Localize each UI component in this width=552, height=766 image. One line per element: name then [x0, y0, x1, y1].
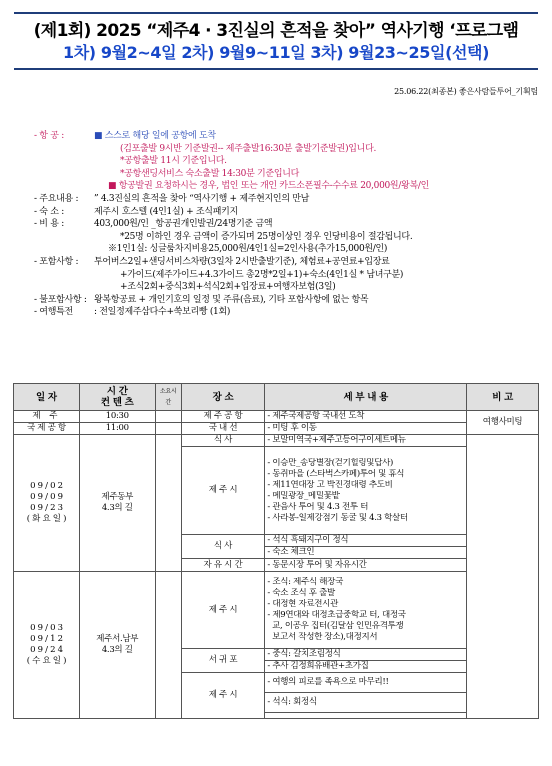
excluded-value: 왕복항공료 + 개인기호의 일정 및 주류(음료), 기타 포함사항에 없는 항목	[94, 294, 369, 305]
day2-content-1: 제주서.남부	[96, 634, 139, 644]
header-detail: 세 부 내 용	[265, 384, 467, 411]
cell-note: 여행사미팅	[467, 411, 539, 435]
list-item: - 이승만_송당별장(걷기힐링및답사)	[267, 457, 394, 468]
cost-line2: *25명 이하인 경우 금액이 증가되며 25명이상인 경우 인당비용이 절감됩니다.	[120, 231, 413, 242]
day2-place-seogwipo: 서 귀 포	[181, 649, 265, 673]
cell-detail: - 숙소 체크인	[265, 547, 467, 559]
header-content: 컨 텐 츠	[100, 397, 134, 408]
cell-detail: - 추사 김정희유배관+초가집	[265, 661, 467, 673]
gift-value: : 전일정제주삼다수+쑥보리빵 (1회)	[94, 307, 231, 318]
excluded-label: - 불포함사항 :	[34, 294, 87, 305]
day1-items	[265, 447, 467, 535]
list-item: 교, 이공우 집터(김달삼 인민유격투쟁	[267, 621, 404, 631]
lodging-label: - 숙 소 :	[34, 206, 64, 217]
cell-detail: - 여행의 피로를 족욕으로 마무리!!	[265, 673, 467, 693]
cell-date: 국 제 공 항	[14, 423, 80, 435]
included-line1: 투어버스2일+샌딩서비스차량(3일차 2시반출발기준), 체험료+공연료+입장료	[94, 256, 390, 267]
day2-weekday: ( 수 요 일 )	[26, 656, 67, 666]
day1-dates	[14, 435, 80, 572]
day1-date-3: 0 9 / 2 3	[30, 503, 63, 513]
header-place: 장 소	[181, 384, 265, 411]
gift-label: - 여행특전	[34, 307, 73, 318]
table-header-row	[14, 384, 539, 411]
included-line3: +조식2회+중식3회+석식2회+입장료+여행자보험(3일)	[120, 282, 336, 293]
gift-row	[34, 306, 546, 319]
cell-place: 식 사	[181, 435, 265, 447]
flight-line4: *공항샌딩서비스 숙소출발 14:30분 기준입니다	[120, 168, 300, 179]
cell-place: 제 주 공 항	[181, 411, 265, 423]
itinerary-table	[13, 383, 539, 719]
day1-content-1: 제주동부	[101, 492, 134, 502]
table-row	[14, 411, 539, 423]
day2-items	[265, 572, 467, 649]
flight-line1: ■ 스스로 해당 일에 공항에 도착	[94, 131, 216, 141]
day2-content	[79, 572, 155, 719]
table-row	[14, 423, 539, 435]
trip-info-section	[34, 130, 546, 319]
day1-date-1: 0 9 / 0 2	[30, 481, 63, 491]
cost-line1: 403,000원/인 _항공권개인발권/24명기준 금액	[94, 219, 273, 230]
list-item: - 조식: 제주식 해장국	[267, 577, 343, 587]
cell-detail: - 보말미역국+제주고등어구이세트메뉴	[265, 435, 467, 447]
included-row	[34, 256, 546, 269]
note-blank	[467, 435, 539, 719]
flight-line3: *공항출발 11시 기준입니다.	[120, 156, 227, 167]
cell-place: 국 내 선	[181, 423, 265, 435]
day1-content	[79, 435, 155, 572]
day1-place-free: 자 유 시 간	[181, 559, 265, 572]
list-item: - 제9연대와 대정초급중학교 터, 대정국	[267, 610, 406, 620]
cell-date: 제 주	[14, 411, 80, 423]
day2-place-jeju: 제 주 시	[181, 572, 265, 649]
list-item: - 메밀광장_메밀꽃밭	[267, 490, 340, 501]
lodging-value: 제주시 호스텔 (4인1실) + 조식패키지	[94, 206, 238, 217]
day2-date-3: 0 9 / 2 4	[30, 645, 63, 655]
cell-detail: - 중식: 갈치조림정식	[265, 649, 467, 661]
day1-weekday: ( 화 요 일 )	[26, 514, 67, 524]
list-item: - 관음사 투어 및 4.3 전투 터	[267, 501, 369, 512]
included-line2: +가이드(제주가이드+4.3가이드 총2명*2일+1)+숙소(4인1실 * 남녀구분)	[120, 269, 404, 280]
list-item: 보고서 작성한 장소),대정지서	[267, 632, 378, 642]
flight-line2: (김포출발 9시반 기준발권-- 제주출발16:30분 출발기준발권)입니다.	[120, 143, 377, 154]
cell-duration	[155, 411, 181, 423]
flight-row	[34, 130, 546, 143]
document-header	[14, 12, 538, 70]
table-row	[14, 572, 539, 649]
day1-content-2: 4.3의 길	[101, 503, 133, 513]
day2-dates	[14, 572, 80, 719]
content-value: ” 4.3진실의 흔적을 찾아 “역사기행 + 제주현지인의 만남	[94, 193, 310, 204]
schedule-dates-title: 1차) 9월2~4일 2차) 9월9~11일 3차) 9월23~25일(선택)	[62, 43, 490, 62]
included-label: - 포함사항 :	[34, 256, 79, 267]
day2-content-2: 4.3의 길	[101, 645, 133, 655]
cell-detail-empty	[265, 713, 467, 719]
document-title: (제1회) 2025 “제주4 · 3진실의 흔적을 찾아” 역사기행 ‘프로그램	[33, 21, 519, 41]
header-time-content	[79, 384, 155, 411]
list-item: - 제11연대장 고 박진경대령 추도비	[267, 479, 393, 490]
day2-date-1: 0 9 / 0 3	[30, 623, 63, 633]
day1-place-jeju: 제 주 시	[181, 447, 265, 535]
table-row	[14, 435, 539, 447]
revision-date: 25.06.22(최종본) 좋은사람들투어_기획팀	[394, 87, 538, 96]
cell-detail: - 미팅 후 이동	[265, 423, 467, 435]
flight-label: - 항 공 :	[34, 131, 64, 141]
cell-detail: - 석식 흑돼지구이 정식	[265, 535, 467, 547]
list-item: - 사라봉-일제강점기 동굴 및 4.3 학살터	[267, 512, 408, 523]
cost-label: - 비 용 :	[34, 219, 64, 230]
day1-place-meal: 식 사	[181, 535, 265, 559]
header-time: 시 간	[106, 386, 128, 397]
day1-date-2: 0 9 / 0 9	[30, 492, 63, 502]
day2-place-jeju2: 제 주 시	[181, 673, 265, 719]
cost-line3: ※1인1실: 싱글룸차지비용25,000원/4인1실=2인사용(추가15,000원/인)	[108, 244, 388, 255]
list-item: - 숙소 조식 후 출발	[267, 588, 335, 598]
content-row	[34, 193, 546, 206]
header-duration: 소요시간	[155, 384, 181, 411]
header-note: 비 고	[467, 384, 539, 411]
header-date: 일 자	[14, 384, 80, 411]
day1-duration	[155, 435, 181, 572]
day2-date-2: 0 9 / 1 2	[30, 634, 63, 644]
cost-row	[34, 218, 546, 231]
cell-detail: - 제주국제공항 국내선 도착	[265, 411, 467, 423]
cell-time: 11:00	[79, 423, 155, 435]
cell-detail: - 석식: 회정식	[265, 693, 467, 713]
lodging-row	[34, 206, 546, 219]
excluded-row	[34, 294, 546, 307]
flight-line5: ■ 항공발권 요청하시는 경우, 법인 또는 개인 카드소폰필수-수수료 20,000원/왕복/인	[108, 181, 429, 192]
list-item: - 동쥐마을 (스타벅스카페)투어 및 휴식	[267, 468, 405, 479]
day2-duration	[155, 572, 181, 719]
list-item: - 대정현 자료전시관	[267, 599, 339, 609]
cell-duration	[155, 423, 181, 435]
content-label: - 주요내용 :	[34, 193, 79, 204]
cell-detail: - 동문시장 투어 및 자유시간	[265, 559, 467, 572]
cell-time: 10:30	[79, 411, 155, 423]
